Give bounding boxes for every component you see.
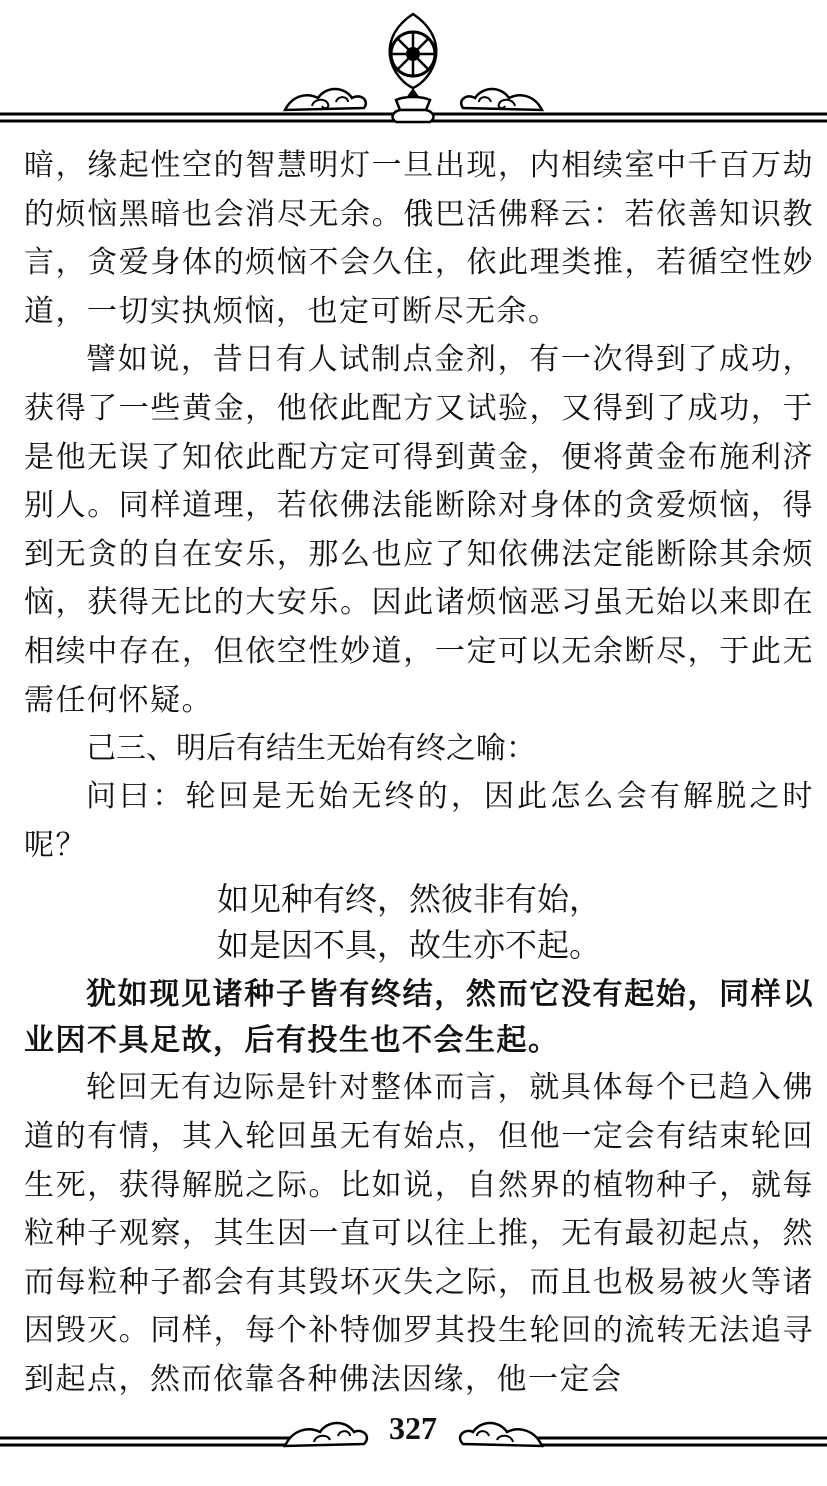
page-number: 327 [389,1410,437,1446]
section-heading: 己三、明后有结生无始有终之喻： [86,731,536,767]
cloud-scroll-icon [285,89,366,110]
dharma-wheel-icon [390,14,437,122]
question-paragraph: 问曰：轮回是无始无终的，因此怎么会有解脱之时呢？ [24,779,814,863]
verse-commentary: 犹如现见诸种子皆有终结，然而它没有起始，同样以业因不具足故，后有投生也不会生起。 [24,977,814,1059]
body-paragraph: 暗，缘起性空的智慧明灯一旦出现，内相续室中千百万劫的烦恼黑暗也会消尽无余。俄巴活佛释云：若依善知识教言，贪爱身体的烦恼不会久住，依此理类推，若循空性妙道，一切实执烦恼，也定可断尽无余。 [24,148,814,329]
body-paragraph: 譬如说，昔日有人试制点金剂，有一次得到了成功，获得了一些黄金，他依此配方又试验，又得到了成功，于是他无误了知依此配方定可得到黄金，便将黄金布施利济别人。同样道理，若依佛法能断除对身体的贪爱烦恼，得到无贪的自在安乐，那么也应了知依佛法定能断除其余烦恼，获得无比的大安乐。因此诸烦恼恶习虽无始以来即在相续中存在，但依空性妙道，一定可以无余断尽，于此无需任何怀疑。 [24,342,814,718]
cloud-scroll-icon [285,1423,367,1446]
cloud-scroll-icon [460,1423,542,1446]
page-body [24,142,814,1404]
verse-line: 如是因不具，故生亦不起。 [217,926,602,965]
header-ornament [0,0,827,140]
page-header [0,0,827,140]
cloud-scroll-icon [461,89,542,110]
verse-line: 如见种有终，然彼非有始， [217,880,602,919]
body-paragraph: 轮回无有边际是针对整体而言，就具体每个已趋入佛道的有情，其入轮回虽无有始点，但他一定会有结束轮回生死，获得解脱之际。比如说，自然界的植物种子，就每粒种子观察，其生因一直可以往上推，无有最初起点，然而每粒种子都会有其毁坏灭失之际，而且也极易被火等诸因毁灭。同样，每个补特伽罗其投生轮回的流转无法追寻到起点，然而依靠各种佛法因缘，他一定会 [24,1070,814,1397]
